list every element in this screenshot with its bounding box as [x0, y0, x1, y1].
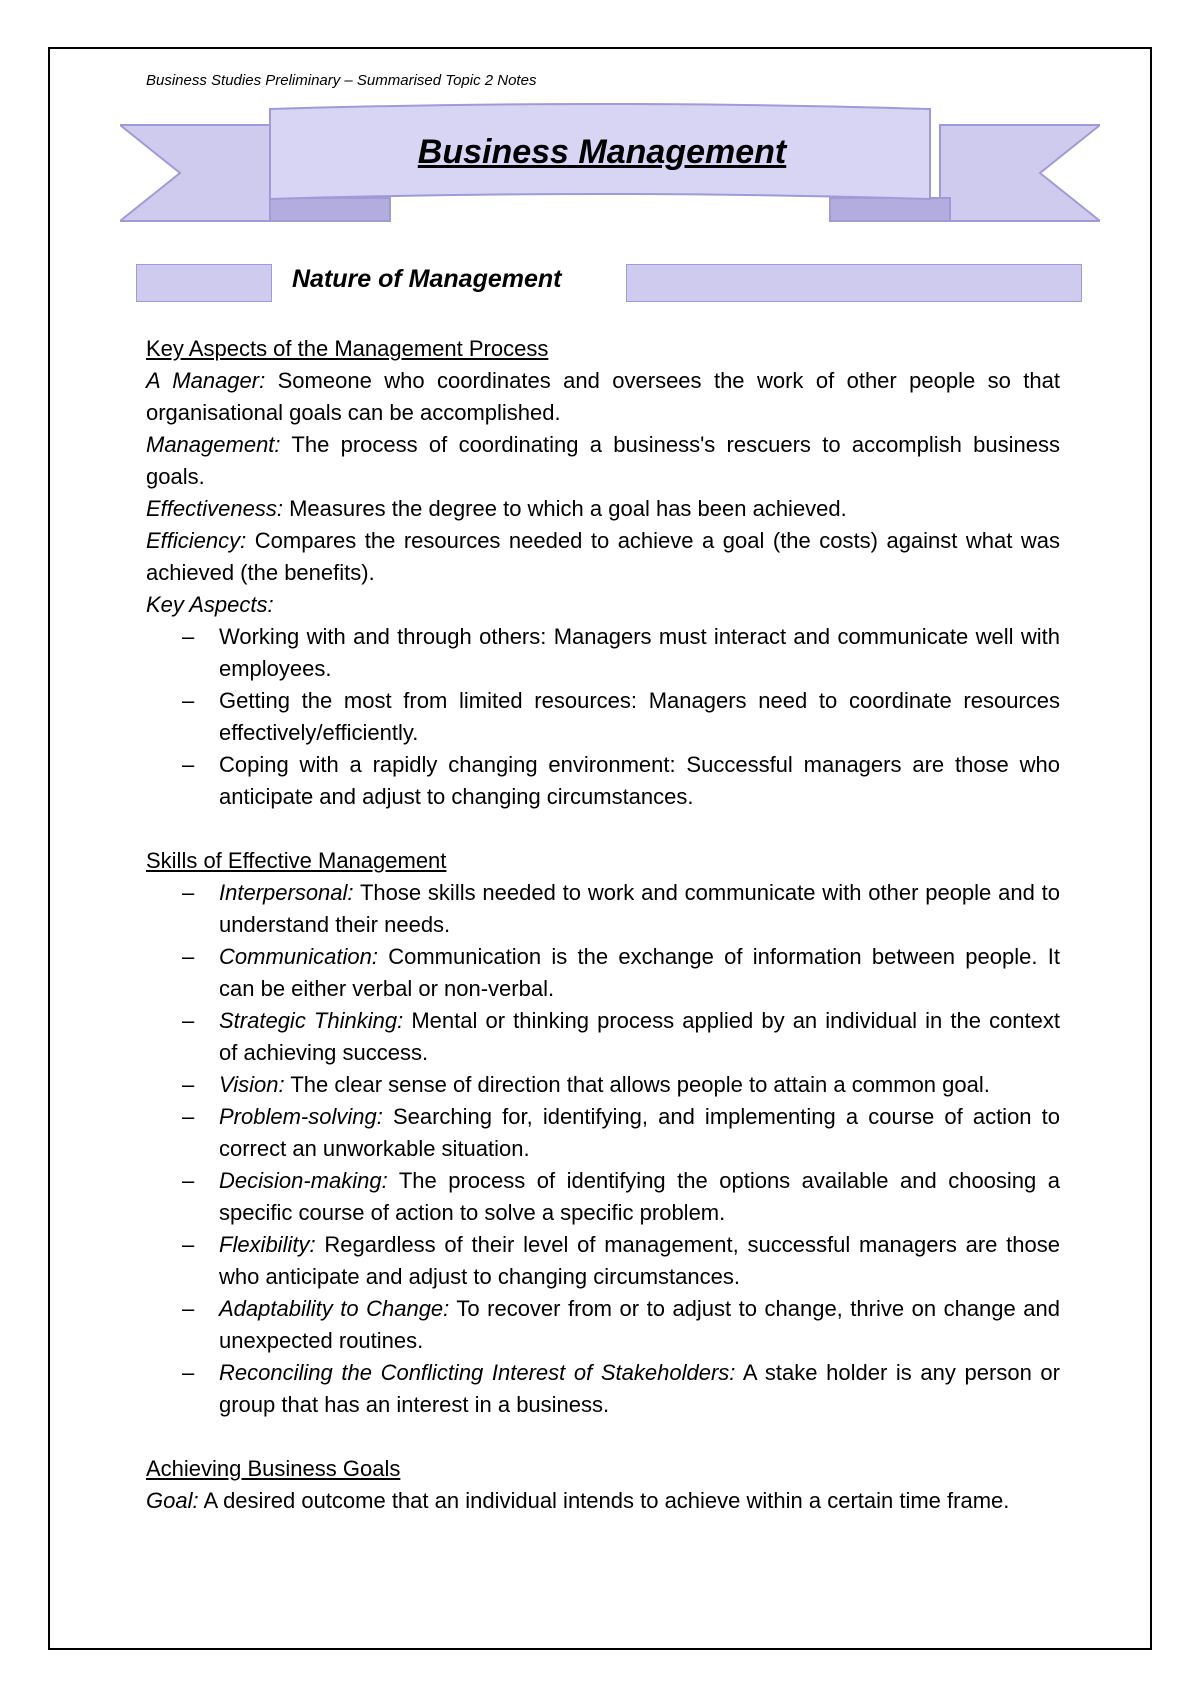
banner-left-tail — [120, 125, 280, 221]
skill-text: The process of identifying the options available and choosing a specific course of action to solve a specific problem. — [219, 1168, 1060, 1225]
dash-bullet: – — [182, 1104, 195, 1129]
dash-bullet: – — [182, 944, 195, 969]
section-title: Nature of Management — [292, 265, 562, 293]
list-item-text: Working with and through others: Managers must interact and communicate well with employees. — [219, 624, 1060, 681]
list-item — [146, 1357, 1060, 1421]
skills-list — [146, 877, 1060, 1421]
running-header: Business Studies Preliminary – Summarised Topic 2 Notes — [146, 72, 537, 89]
list-item — [146, 877, 1060, 941]
skill-term: Reconciling the Conflicting Interest of Stakeholders: — [219, 1360, 736, 1385]
definition-term: Effectiveness: — [146, 496, 283, 521]
skill-term: Strategic Thinking: — [219, 1008, 404, 1033]
skills-heading: Skills of Effective Management — [146, 848, 447, 873]
dash-bullet: – — [182, 1072, 195, 1097]
spacer — [146, 1421, 1060, 1453]
skill-text: Searching for, identifying, and implementing a course of action to correct an unworkable situation. — [219, 1104, 1060, 1161]
banner-right-fold — [830, 198, 950, 221]
dash-bullet: – — [182, 1296, 195, 1321]
definition-term: Efficiency: — [146, 528, 247, 553]
definition — [146, 525, 1060, 589]
dash-bullet: – — [182, 624, 195, 649]
skill-term: Problem-solving: — [219, 1104, 383, 1129]
dash-bullet: – — [182, 688, 195, 713]
spacer — [146, 813, 1060, 845]
goal-text: A desired outcome that an individual intends to achieve within a certain time frame. — [198, 1488, 1010, 1513]
list-item — [146, 749, 1060, 813]
dash-bullet: – — [182, 1168, 195, 1193]
dash-bullet: – — [182, 1360, 195, 1385]
goals-heading: Achieving Business Goals — [146, 1456, 401, 1481]
section-bar-right — [626, 264, 1082, 302]
list-item — [146, 621, 1060, 685]
definition-text: Compares the resources needed to achieve a goal (the costs) against what was achieved (the benefits). — [146, 528, 1060, 585]
definition-text: Measures the degree to which a goal has been achieved. — [282, 496, 847, 521]
definition-text: Someone who coordinates and oversees the work of other people so that organisational goals can be accomplished. — [146, 368, 1060, 425]
skill-text: Communication is the exchange of information between people. It can be either verbal or non-verbal. — [219, 944, 1060, 1001]
banner-right-tail — [940, 125, 1100, 221]
list-item — [146, 1293, 1060, 1357]
banner-left-fold — [270, 198, 390, 221]
list-item — [146, 685, 1060, 749]
definition-term: Management: — [146, 432, 281, 457]
dash-bullet: – — [182, 1232, 195, 1257]
key-aspects-label: Key Aspects: — [146, 592, 274, 617]
list-item-text: Getting the most from limited resources: Managers need to coordinate resources effectively/efficiently. — [219, 688, 1060, 745]
list-item — [146, 1069, 1060, 1101]
notes-content — [146, 333, 1060, 1517]
key-aspects-list — [146, 621, 1060, 813]
definition — [146, 429, 1060, 493]
dash-bullet: – — [182, 880, 195, 905]
list-item — [146, 1229, 1060, 1293]
list-item — [146, 1165, 1060, 1229]
definition-term: A Manager: — [146, 368, 266, 393]
document-title: Business Management — [417, 133, 787, 171]
key-aspects-heading: Key Aspects of the Management Process — [146, 336, 549, 361]
skill-text: Regardless of their level of management, successful managers are those who anticipate and adjust to changing circumstances. — [219, 1232, 1060, 1289]
dash-bullet: – — [182, 1008, 195, 1033]
definition — [146, 493, 1060, 525]
skill-text: Those skills needed to work and communicate with other people and to understand their needs. — [219, 880, 1060, 937]
skill-text: A stake holder is any person or group that has an interest in a business. — [219, 1360, 1060, 1417]
goal-term: Goal: — [146, 1488, 199, 1513]
skill-text: To recover from or to adjust to change, thrive on change and unexpected routines. — [219, 1296, 1060, 1353]
skill-term: Decision-making: — [219, 1168, 388, 1193]
definition — [146, 365, 1060, 429]
goal-definition — [146, 1485, 1060, 1517]
skill-term: Vision: — [219, 1072, 285, 1097]
list-item — [146, 1005, 1060, 1069]
list-item — [146, 1101, 1060, 1165]
skill-term: Interpersonal: — [219, 880, 354, 905]
dash-bullet: – — [182, 752, 195, 777]
definition-text: The process of coordinating a business's rescuers to accomplish business goals. — [146, 432, 1060, 489]
skill-term: Adaptability to Change: — [219, 1296, 450, 1321]
list-item-text: Coping with a rapidly changing environment: Successful managers are those who anticipate and adjust to changing circumstances. — [219, 752, 1060, 809]
skill-term: Flexibility: — [219, 1232, 316, 1257]
skill-term: Communication: — [219, 944, 378, 969]
list-item — [146, 941, 1060, 1005]
skill-text: The clear sense of direction that allows people to attain a common goal. — [284, 1072, 990, 1097]
skill-text: Mental or thinking process applied by an individual in the context of achieving success. — [219, 1008, 1061, 1065]
section-bar-left — [136, 264, 272, 302]
